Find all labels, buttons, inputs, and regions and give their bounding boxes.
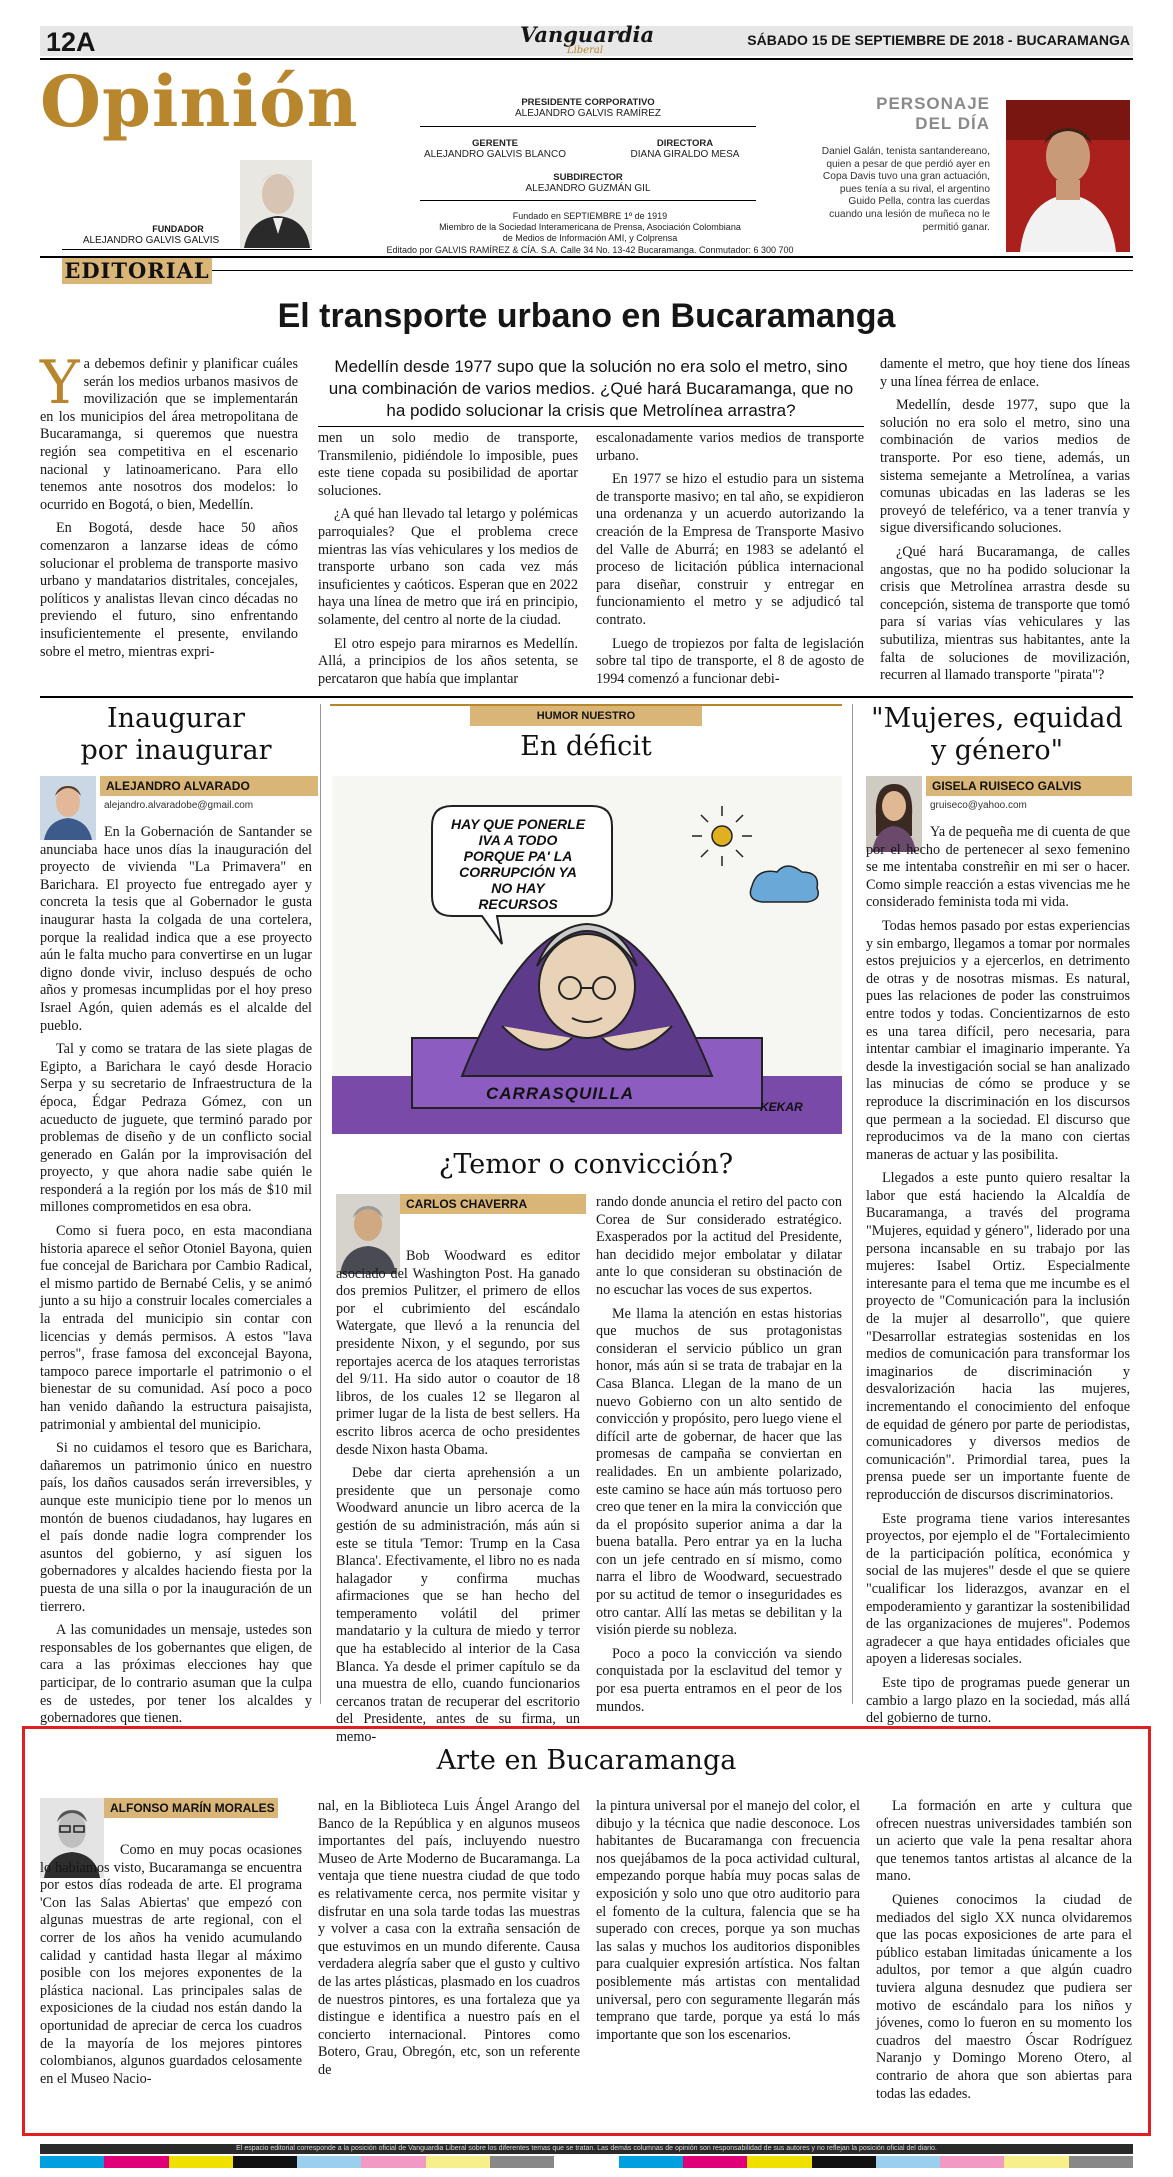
alvarado-email: alejandro.alvaradobe@gmail.com (104, 800, 254, 811)
col-divider-right (852, 704, 853, 1704)
editorial-c1-p2: En Bogotá, desde hace 50 años comenzaron a lanzarse ideas de cómo solucionar el problema de transporte masivo urbano y mandatarios distritales, concejales, políticos y analistas llevan cinco décadas no previendo el futuro, sino enfrentando insuficientemente el presente, envilando sobre el metro, mientras expri- (40, 520, 298, 660)
arte-c3-p1: la pintura universal por el manejo del color, el dibujo y la técnica que nadie desconoce. Los habitantes de Bucaramanga con frecuencia nos quejábamos de la poca actividad cultural, empezando porque había muy pocas salas de exposición y solo uno que otro auditorio para el fomento de la cultura, falencia que se ha superado con creces, porque ya son muchas las salas y muchos los auditorios disponibles para cualquier expresión artística. Nos faltan posiblemente más artistas con mentalidad universal, pero con seguramente llegarán más temprano que tarde, porque ya está lo más importante que son los escenarios. (596, 1798, 860, 2043)
founder-portrait-icon (240, 160, 312, 248)
presidente-label: PRESIDENTE CORPORATIVO (521, 97, 655, 108)
editado-line: Editado por GALVIS RAMÍREZ & CÍA. S.A. Calle 34 No. 13-42 Bucaramanga. Conmutador: 6 300 700 (386, 245, 794, 255)
inaugurar-p4: Si no cuidamos el tesoro que es Barichara, dañaremos un patrimonio único en nuestro país, los daños causados serán irreversibles, y aunque este municipio tiene por lo menos un montón de buenos ciudadanos, hay lugares en el país donde nadie logra comprender los asuntos del gobierno, y así siguen los gobernadores y alcaldes haciendo fiesta por la puesta de una silla o por la inauguración de un tierrero. (40, 1440, 312, 1615)
editorial-col-1 (40, 348, 298, 661)
presidente-name: ALEJANDRO GALVIS RAMÍREZ (515, 108, 661, 119)
editorial-c1-p1: a debemos definir y planificar cuáles serán los medios urbanos masivos de movilización que se implementarán en los municipios del área metropolitana de Bucaramanga, si queremos que nuestra región sea competitiva en el escenario nacional y latinoamericano. Para ello tenemos ante nosotros dos modelos: lo ocurrido en Bogotá, o bien, Medellín. (40, 356, 298, 513)
temor-c1-p2: Debe dar cierta aprehensión a un presidente que un personaje como Woodward anuncie un libro acerca de la gestión de su administración, más aún si este se titula 'Temor: Trump en la Casa Blanca'. Efectivamente, el libro no es nada halagador y confirma muchas afirmaciones que se han hecho del temperamento volátil del primer mandatario y la cultura de miedo y terror que ha establecido al interior de la Casa Blanca. Ya desde el primer capítulo se da una muestra de ello, cuando funcionarios cercanos tratan de recuperar del escritorio del Presidente, antes de su firma, un memo- (336, 1465, 580, 1746)
cartoon-desk-label: CARRASQUILLA (486, 1084, 634, 1103)
col-divider-left (320, 704, 321, 1704)
arte-col-1 (40, 1842, 302, 2088)
mujeres-body (866, 824, 1130, 1728)
cartoon (332, 776, 842, 1134)
issue-date: SÁBADO 15 DE SEPTIEMBRE DE 2018 - BUCARAMANGA (747, 32, 1130, 48)
directora-label: DIRECTORA (656, 138, 714, 149)
arte-title: Arte en Bucaramanga (436, 1745, 737, 1776)
founder-name: ALEJANDRO GALVIS GALVIS (82, 235, 220, 246)
gerente-label: GERENTE (472, 138, 518, 149)
cartoon-drawing-icon (332, 776, 842, 1134)
mujeres-p5: Este tipo de programas puede generar un cambio a largo plazo en la sociedad, más allá del gobierno de turno. (866, 1674, 1130, 1727)
arte-c4-p1: La formación en arte y cultura que ofrecen nuestras universidades también son un acierto que vale la pena resaltar ahora que tenemos tantos artistas al alcance de la mano. (876, 1798, 1132, 1885)
editorial-bottom-rule (40, 696, 1133, 698)
arte-col-4 (876, 1798, 1132, 2103)
mujeres-p2: Todas hemos pasado por estas experiencias y sin embargo, llegamos a tomar por normales estos prejuicios y a ejercerlos, en detrimento de otras y de nosotras mismas. Es natural, pues las relaciones de poder las construimos entre todos y todas. Concientizarnos de esto es una tarea difícil, pero necesaria, para intentar cambiar el imaginario imperante. Ya desde la investigación social se han analizado las minucias de cómo se produce y se reproduce la discriminación en los discursos que permean a la sociedad. El discurso que reproducimos va de la mano con ciertas maneras de actuar y las posibilita. (866, 917, 1130, 1163)
miembro-line-2: de Medios de Información AMI, y Colprensa (502, 233, 678, 243)
mujeres-title-1: "Mujeres, equidad (871, 703, 1123, 734)
editorial-c3-p3: Luego de tropiezos por falta de legislación sobre tal tipo de transporte, el 8 de agosto de 1994 comenzó a funcionar debi- (596, 635, 864, 687)
temor-col-1 (336, 1248, 580, 1747)
editorial-col-3 (596, 430, 864, 688)
mujeres-p3: Llegados a este punto quiero resaltar la labor que está haciendo la Alcaldía de Bucaramanga, a través del programa "Mujeres, equidad y género", liderado por una persona incansable en su trabajo por las mujeres: Isabel Ortiz. Especialmente interesante para el tema que me incumbe es el proyecto de "Comunicación para la inclusión de la mujer al desarrollo", que quiere "Desarrollar estrategias sostenidas en los medios de comunicación para transformar los imaginarios de discriminación y desvalorización hacia las mujeres, incrementando el conocimiento del enfoque de equidad de género por parte de periodistas, comunicadores y diversos medios de comunicación". Primordial tarea, pues la prensa puede ser un importante fuente de reproducción de discursos discriminatorios. (866, 1170, 1130, 1503)
humor-title: En déficit (520, 731, 652, 762)
directora-name: DIANA GIRALDO MESA (630, 149, 740, 160)
pullquote-rule (318, 426, 864, 427)
cartoon-bubble-text: HAY QUE PONERLE IVA A TODO PORQUE PA' LA CORRUPCIÓN YA NO HAY RECURSOS (450, 816, 586, 912)
editorial-c2-p3: El otro espejo para mirarnos es Medellín. Allá, a principios de los años setenta, se percataron que había que implantar (318, 635, 578, 687)
temor-c2-p2: Me llama la atención en estas historias que muchos de sus protagonistas consideran el servicio público un gran honor, más aún si se trata de trabajar en la Casa Blanca. Llegan de la mano de un nuevo Gobierno con un alto sentido de convicción y propósito, pero luego viene el difícil arte de gobernar, de hacer que las promesas de campaña se conviertan en realidades. En un ambiente polarizado, este camino se hace aún más tortuoso pero creo que tener en la mira la convicción que da el propósito superior anima a dar la buena batalla. Pero entrar ya en la lucha con un jefe centrado en sí mismo, como narra el libro de Woodward, secuestrado por su actitud de temor o inseguridades es otro cantar. Allí las metas se debilitan y la visión pierde su nobleza. (596, 1305, 842, 1639)
inaugurar-p1: En la Gobernación de Santander se anunciaba hace unos días la inauguración del proyecto de vivienda "La Primavera" en Barichara. El proyecto fue entregado ayer y concreta la tesis que al Gobernador le gusta inaugurar hasta la colgada de una cortelera, porque la realidad indica que a ese proyecto aún le falta mucho para convertirse en un lugar digno donde vivir, incluso después de ocho años y promesas incumplidas por el hoy preso Israel Agón, quien además es el alcalde del pueblo. (40, 824, 312, 1034)
arte-c4-p2: Quienes conocimos la ciudad de mediados del siglo XX nunca olvidaremos que las pocas exposiciones de arte para el público estaban limitadas únicamente a los adultos, por temor a que algún cuadro tuviera alguna desnudez que pudiera ser motivo de escándalo para los niños y jóvenes, como lo fueron en su momento los cuadros del maestro Óscar Rodríguez Naranjo y Domingo Moreno Otero, al contrario de ahora que son abiertas para todas las edades. (876, 1891, 1132, 2102)
miembro-line-1: Miembro de la Sociedad Interamericana de Prensa, Asociación Colombiana (439, 222, 741, 232)
editorial-label-text: EDITORIAL (64, 258, 210, 283)
editorial-c4-p2: Medellín, desde 1977, supo que la solución no era solo el metro, sino una combinación de varios medios de transporte. Por eso tiene, además, un sistema semejante a Metrolínea, a varias comunas ubicadas en las laderas se les proveyó de teleférico, va a tener tranvía y sigue diversificando soluciones. (880, 397, 1130, 537)
color-registration-bar (40, 2156, 1133, 2168)
mast-rule-1 (420, 126, 756, 127)
inaugurar-p2: Tal y como se tratara de las siete plagas de Egipto, a Barichara le cayó desde Horacio Serpa y su secretario de Infraestructura de la época, Édgar Pedraza Gómez, con un acueducto de juguete, que terminó parado por problemas de diseño y de un conflicto social generado en Galán por la improvisación del proyecto, y que ahora nadie sabe quién le responderá a la región por los más de $10 mil millones comprometidos en esa obra. (40, 1041, 312, 1216)
editorial-col-2 (318, 430, 578, 688)
temor-c2-p3: Poco a poco la convicción va siendo conquistada por la esclavitud del temor y por esa puerta entramos en el peor de los mundos. (596, 1645, 842, 1715)
inaugurar-title-1: Inaugurar (106, 703, 246, 734)
temor-c2-p1: rando donde anuncia el retiro del pacto con Corea de Sur considerado estratégico. Exasperados por la actitud del Presidente, han decidido mejor embolatar y dilatar ante lo que consideran su obstinación de no escuchar las voces de sus expertos. (596, 1194, 842, 1298)
subdirector-label: SUBDIRECTOR (553, 172, 623, 183)
founder-rule (62, 249, 312, 250)
brand-logo (520, 22, 655, 56)
editorial-col-4 (880, 356, 1130, 685)
editorial-dropcap: Y (40, 348, 80, 418)
inaugurar-title-2: por inaugurar (80, 735, 272, 766)
temor-c1-p1: Bob Woodward es editor asociado del Washington Post. Ha ganado dos premios Pulitzer, el primero de ellos por el cubrimiento del escándalo Watergate, que llevó a la renuncia del presidente Nixon, y el segundo, por sus reportajes acerca de los ataques terroristas del 9/11. Ha sido autor o coautor de 18 libros, de los cuales 12 se llegaron al primer lugar de la lista de best sellers. Ha escrito libros acerca de ocho presidentes desde Nixon hasta Obama. (336, 1248, 580, 1458)
arte-c2-p1: nal, en la Biblioteca Luis Ángel Arango del Banco de la República y en algunos museos importantes del país, incluyendo nuestro Museo de Arte Moderno de Bucaramanga. La ventaja que tiene nuestra ciudad de que todo es relativamente cerca, nos permite visitar y disfrutar en una sola tarde todas las muestras y volver a casa con la extraña sensación de que estuvimos en un mundo diferente. Causa verdadera alegría saber que el gusto y cultivo de las artes plásticas, plasmado en los cuadros de nuestros pintores, es una fortaleza que ya distingue e identifica a nuestro país en el concierto internacional. Pintores como Botero, Grau, Obregón, etc, son un referente de (318, 1798, 580, 2078)
subdirector-name: ALEJANDRO GUZMÁN GIL (525, 183, 651, 194)
alvarado-byline: ALEJANDRO ALVARADO (100, 776, 318, 796)
page-number: 12A (46, 27, 96, 57)
founder-label: FUNDADOR (152, 224, 204, 234)
temor-title: ¿Temor o convicción? (438, 1149, 734, 1180)
inaugurar-p5: A las comunidades un mensaje, ustedes son responsables de los gobernantes que eligen, de cara a las próximas elecciones hay que participar, de lo contrario asuman que la culpa es de ustedes, por tener los alcaldes y gobernadores que tienen. (40, 1622, 312, 1727)
brand-name: Vanguardia (520, 22, 655, 47)
gerente-name: ALEJANDRO GALVIS BLANCO (423, 149, 567, 160)
editorial-c3-p2: En 1977 se hizo el estudio para un sistema de transporte masivo; en tal año, se expidieron una ordenanza y un acuerdo autorizando la creación de la Empresa de Transporte Masivo del Valle de Aburrá; en 1983 se adelantó el proceso de licitación pública internacional para diseñar, construir y entregar en funcionamiento el metro y se adjudicó tal contrato. (596, 471, 864, 628)
brand-sub: Liberal (566, 45, 604, 56)
footer-disclaimer: El espacio editorial corresponde a la posición oficial de Vanguardia Liberal sobre los diferentes temas que se tratan. Las demás columnas de opinión son responsabilidad de sus autores y no reflejan la posición oficial del diario. (236, 2145, 937, 2152)
mujeres-p1: Ya de pequeña me di cuenta de que por el hecho de pertenecer al sexo femenino se me intentaba constreñir en mi ser o hacer. Como simple reacción a estas vivencias me he considerado feminista toda mi vida. (866, 824, 1130, 911)
mujeres-p4: Este programa tiene varios interesantes proyectos, por ejemplo el de "Fortalecimiento de la participación política, económica y social de las mujeres" desde el que se quiere "cualificar los liderazgos, avanzar en el empoderamiento y garantizar la sostenibilidad de las organizaciones de mujeres". Podemos agradecer a que haya entidades oficiales que apoyen a lideresas sociales. (866, 1510, 1130, 1668)
arte-col-2 (318, 1798, 580, 2080)
cartoon-signature: KEKAR (760, 1100, 803, 1114)
mast-rule-2 (420, 200, 756, 201)
editorial-c4-p3: ¿Qué hará Bucaramanga, de calles angostas, que no ha podido solucionar la crisis que Metrolínea arrastra desde su concepción, sistema de transporte que tomó para sí varias vías vehiculares y las subutiliza, mientras sus habitantes, ante la falta de soluciones de movilización, recurren al llamado transporte "pirata"? (880, 543, 1130, 684)
editorial-c3-p1: escalonadamente varios medios de transporte urbano. (596, 430, 864, 464)
inaugurar-body (40, 824, 312, 1728)
marin-byline: ALFONSO MARÍN MORALES (104, 1798, 278, 1818)
founder-photo (240, 160, 312, 248)
humor-label: HUMOR NUESTRO (470, 706, 702, 726)
editorial-c2-p2: ¿A qué han llevado tal letargo y polémicas parroquiales? Que el problema crece mientras las vías vehiculares y los medios de transporte urbano son cada vez más insuficientes y caóticos. Esperan que en 2022 haya una línea de metro que irá en principio, solamente, del centro al norte de la ciudad. (318, 506, 578, 628)
section-title: Opinión (40, 60, 359, 143)
inaugurar-p3: Como si fuera poco, en esta macondiana historia aparece el señor Otoniel Bayona, quien fue concejal de Barichara por Cambio Radical, el mismo partido de Bernabé Celis, y se animó junto a su hijo a construir locales comerciales a la entrada del municipio sin contar con licencias y demás permisos. A estos "lava perros", frase famosa del exconcejal Bayona, tampoco parece importarle el patrimonio o el bienestar de su comunidad. Así poco a poco han venido dañando la estructura paisajista, patrimonial y ambiental del municipio. (40, 1223, 312, 1433)
arte-c1-p1: Como en muy pocas ocasiones lo habíamos visto, Bucaramanga se encuentra por estos días rodeada de arte. El programa 'Con las Salas Abiertas' que empezó con algunas muestras de arte regional, con el correr de los años ha venido acumulando calidad y cantidad hasta llegar al máximo posible con los mejores exponentes de la plástica nacional. Las principales salas de exposiciones de la ciudad nos están dando la oportunidad de apreciar de cerca los cuadros de la mayoría de los mejores pintores colombianos, algunos guardados celosamente en el Museo Nacio- (40, 1842, 302, 2087)
chaverra-byline: CARLOS CHAVERRA (400, 1194, 586, 1214)
editorial-c4-p1: damente el metro, que hoy tiene dos líneas y una línea férrea de enlace. (880, 356, 1130, 390)
mujeres-title-2: y género" (930, 735, 1064, 766)
personaje-title-2: DEL DÍA (915, 114, 990, 133)
temor-col-2 (596, 1194, 842, 1716)
ruiseco-email: gruiseco@yahoo.com (930, 800, 1027, 811)
personaje-photo (1006, 100, 1130, 252)
fundado-line: Fundado en SEPTIEMBRE 1º de 1919 (512, 211, 668, 221)
arte-col-3 (596, 1798, 860, 2044)
editorial-rule (212, 270, 1133, 271)
editorial-c2-p1: men un solo medio de transporte, Transmilenio, pidiéndole lo imposible, pues este tiene copada su posibilidad de aportar soluciones. (318, 430, 578, 499)
ruiseco-byline: GISELA RUISECO GALVIS (926, 776, 1132, 796)
editorial-pullquote: Medellín desde 1977 supo que la solución no era solo el metro, sino una combinación de varios medios. ¿Qué hará Bucaramanga, que no ha podido solucionar la crisis que Metrolínea arrastra? (328, 357, 854, 420)
personaje-title-1: PERSONAJE (876, 94, 990, 113)
personaje-text: Daniel Galán, tenista santandereano, quien a pesar de que perdió ayer en Copa Davis tuvo una gran actuación, pues tenía a su rival, el argentino Guido Pella, contra las cuerdas cuando una lesión de muñeca no le permitió ganar. (821, 146, 990, 233)
tennis-player-icon (1006, 100, 1130, 252)
editorial-headline: El transporte urbano en Bucaramanga (277, 297, 896, 335)
